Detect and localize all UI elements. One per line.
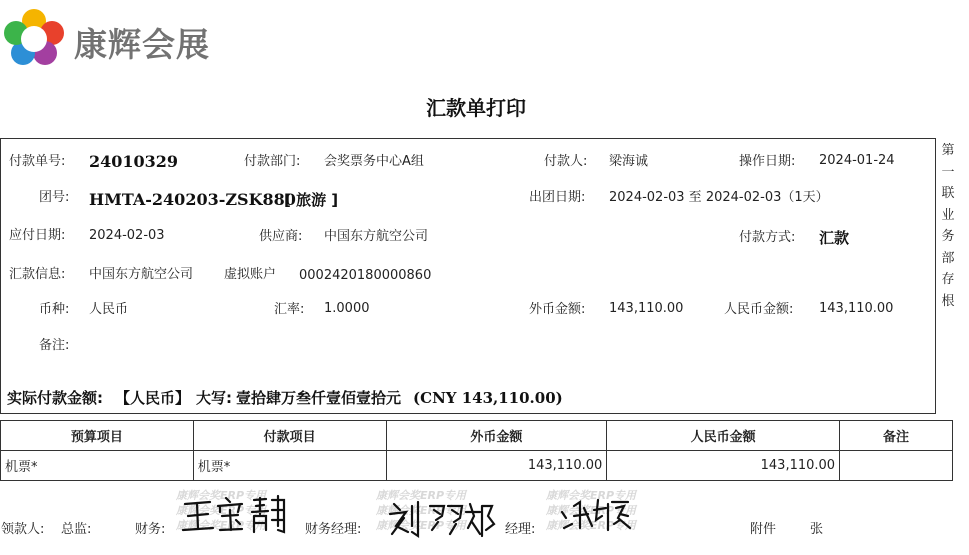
finance-manager-label: 财务经理: bbox=[305, 522, 362, 537]
finance-label: 财务: bbox=[135, 522, 166, 537]
stamp-text: 康辉会奖ERP专用 bbox=[376, 519, 467, 532]
depart-value: 2024-02-03 至 2024-02-03（1天） bbox=[609, 190, 829, 205]
stamp-text: 康辉会奖ERP专用 bbox=[176, 489, 267, 502]
stamp-text: 康辉会奖ERP专用 bbox=[546, 489, 637, 502]
copy-note-char: 存 bbox=[941, 272, 955, 287]
payment-no-label: 付款单号: bbox=[9, 154, 66, 169]
dept-label: 付款部门: bbox=[244, 154, 301, 169]
payer-label: 付款人: bbox=[544, 154, 588, 169]
brand-logo bbox=[2, 6, 232, 68]
handwritten-signature-manager bbox=[558, 494, 638, 536]
total-upper: 壹拾肆万叁仟壹佰壹拾元 bbox=[236, 389, 402, 407]
document-title: 汇款单打印 bbox=[426, 96, 526, 120]
total-amount-line bbox=[7, 387, 563, 408]
cell-payment-item: 机票* bbox=[193, 451, 386, 481]
rmb-amount-label: 人民币金额: bbox=[724, 302, 794, 317]
copy-note-char: 业 bbox=[941, 207, 955, 223]
virtual-account-value: 0002420180000860 bbox=[299, 268, 432, 283]
col-foreign-amount: 外币金额 bbox=[386, 421, 607, 451]
depart-label: 出团日期: bbox=[529, 190, 586, 205]
handwritten-signature-finance-manager bbox=[386, 496, 502, 542]
copy-note-char: 联 bbox=[941, 186, 955, 201]
virtual-account-label: 虚拟账户 bbox=[224, 267, 277, 282]
remark-label: 备注: bbox=[39, 338, 70, 353]
copy-note-char: 务 bbox=[941, 229, 955, 244]
payer-value: 梁海诚 bbox=[609, 154, 649, 169]
manager-label: 经理: bbox=[505, 522, 536, 537]
total-upper-label: 大写: bbox=[196, 389, 233, 407]
remit-info-value: 中国东方航空公司 bbox=[89, 267, 194, 282]
total-label: 实际付款金额: bbox=[7, 389, 103, 407]
pay-method-value: 汇款 bbox=[819, 229, 850, 247]
due-date-label: 应付日期: bbox=[9, 228, 66, 243]
currency-label: 币种: bbox=[39, 302, 70, 317]
stamp-text: 康辉会奖ERP专用 bbox=[546, 519, 637, 532]
cell-budget-item: 机票* bbox=[1, 451, 194, 481]
remit-info-label: 汇款信息: bbox=[9, 267, 66, 282]
stamp-text: 康辉会奖ERP专用 bbox=[176, 519, 267, 532]
stamp-text: 康辉会奖ERP专用 bbox=[376, 504, 467, 517]
copy-note-char: 部 bbox=[941, 250, 955, 266]
supplier-value: 中国东方航空公司 bbox=[324, 229, 429, 244]
group-no: HMTA-240203-ZSK880 bbox=[89, 190, 296, 209]
attachment-label: 附件 bbox=[750, 522, 777, 537]
col-budget-item: 预算项目 bbox=[1, 421, 194, 451]
cell-rmb-amount: 143,110.00 bbox=[607, 451, 840, 481]
stamp-text: 康辉会奖ERP专用 bbox=[376, 489, 467, 502]
director-label: 总监: bbox=[61, 522, 92, 537]
receiver-label: 领款人: bbox=[1, 522, 45, 537]
rate-label: 汇率: bbox=[274, 302, 305, 317]
table-header-row bbox=[1, 421, 953, 451]
payment-no: 24010329 bbox=[89, 152, 179, 171]
detail-table bbox=[0, 420, 953, 481]
group-no-label: 团号: bbox=[39, 190, 70, 205]
total-cny: (CNY 143,110.00) bbox=[413, 389, 563, 407]
stamp-text: 康辉会奖ERP专用 bbox=[546, 504, 637, 517]
foreign-amount-label: 外币金额: bbox=[529, 302, 586, 317]
op-date-value: 2024-01-24 bbox=[819, 153, 895, 168]
supplier-label: 供应商: bbox=[259, 229, 303, 244]
rmb-amount-value: 143,110.00 bbox=[819, 301, 894, 316]
op-date-label: 操作日期: bbox=[739, 154, 796, 169]
copy-note-char: 一 bbox=[941, 164, 955, 180]
cell-remark bbox=[840, 451, 953, 481]
handwritten-signature-director bbox=[180, 492, 290, 538]
total-currency: 【人民币】 bbox=[115, 389, 191, 407]
copy-note-char: 根 bbox=[941, 293, 955, 309]
flower-logo-icon bbox=[2, 6, 66, 68]
due-date-value: 2024-02-03 bbox=[89, 228, 165, 243]
col-payment-item: 付款项目 bbox=[193, 421, 386, 451]
sheet-label: 张 bbox=[810, 522, 824, 537]
foreign-amount-value: 143,110.00 bbox=[609, 301, 684, 316]
pay-method-label: 付款方式: bbox=[739, 230, 796, 245]
dept-value: 会奖票务中心A组 bbox=[324, 154, 424, 169]
currency-value: 人民币 bbox=[89, 302, 129, 317]
rate-value: 1.0000 bbox=[324, 301, 370, 316]
col-remark: 备注 bbox=[840, 421, 953, 451]
group-type: [ 旅游 ] bbox=[284, 191, 339, 209]
cell-foreign-amount: 143,110.00 bbox=[386, 451, 607, 481]
col-rmb-amount: 人民币金额 bbox=[607, 421, 840, 451]
stamp-text: 康辉会奖ERP专用 bbox=[176, 504, 267, 517]
brand-name: 康辉会展 bbox=[74, 25, 210, 64]
copy-note-char: 第 bbox=[941, 143, 955, 158]
copy-note bbox=[940, 140, 956, 312]
table-row bbox=[1, 451, 953, 481]
